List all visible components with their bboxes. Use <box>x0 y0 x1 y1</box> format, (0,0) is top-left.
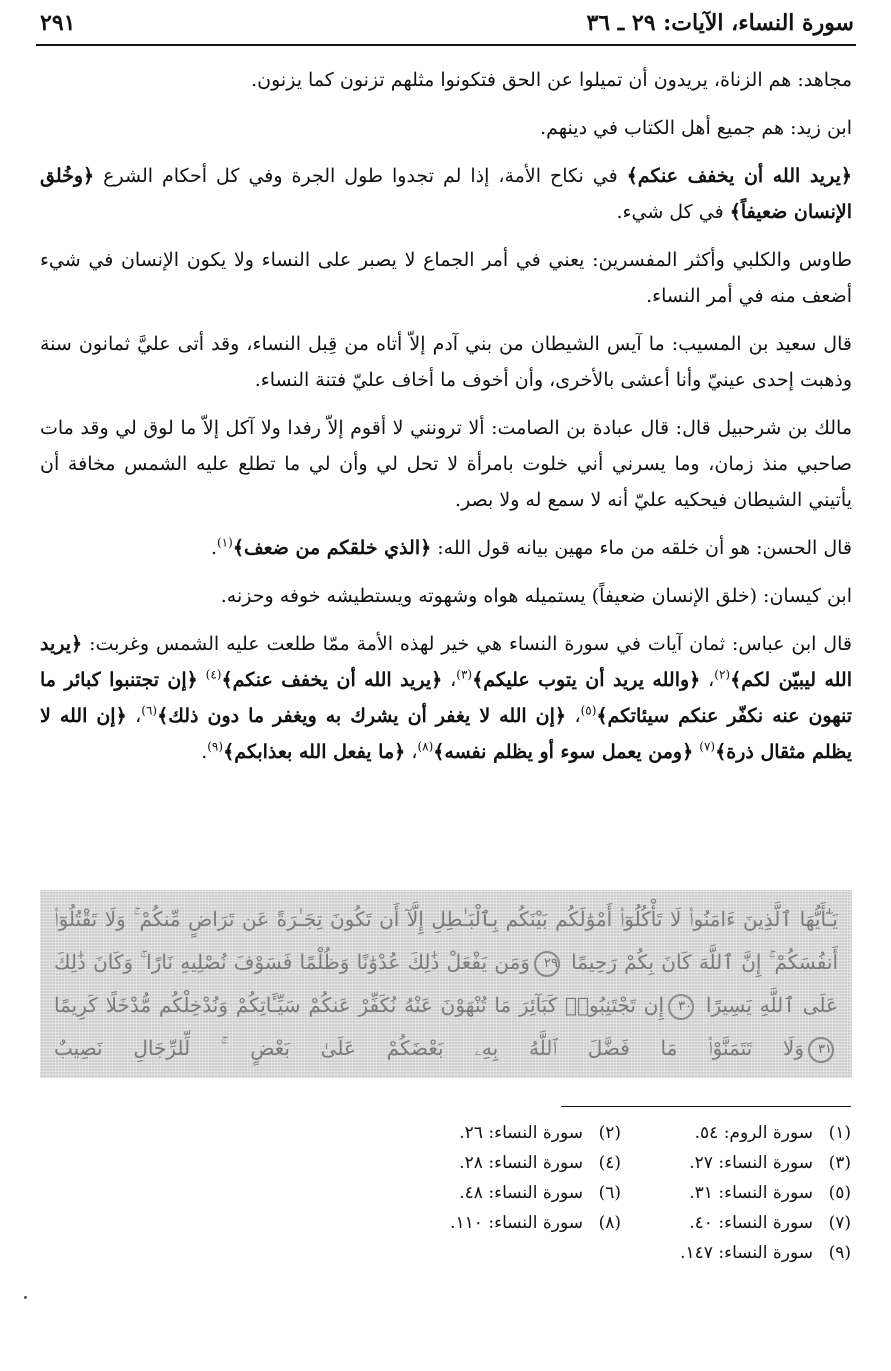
footnote-text: سورة النساء: ١٤٧. <box>680 1243 813 1263</box>
footnote-item <box>621 1118 851 1148</box>
footnote-item <box>621 1178 851 1208</box>
ayah-number-mark: ٢٩ <box>534 951 560 977</box>
footnote-ref: (٩) <box>207 739 224 754</box>
footnote-text: سورة النساء: ٣١. <box>689 1183 813 1203</box>
quran-quote: ﴿إن الله لا يغفر أن يشرك به ويغفر ما دون ذلك﴾ <box>157 705 567 727</box>
main-text <box>40 62 852 782</box>
paragraph <box>40 626 852 770</box>
quran-quote: ﴿الذي خلقكم من ضعف﴾ <box>232 537 432 559</box>
text-run: في كل شيء. <box>616 201 730 223</box>
page-number: ٢٩١ <box>40 10 76 36</box>
paragraph <box>40 158 852 230</box>
footnote-text: سورة النساء: ٤٠. <box>689 1213 813 1233</box>
footnote-number: (١) <box>828 1123 851 1143</box>
paragraph <box>40 410 852 518</box>
footnote-divider <box>561 1106 851 1107</box>
scan-speck <box>24 1296 27 1299</box>
footnote-number: (٣) <box>828 1153 851 1173</box>
footnote-number: (٧) <box>828 1213 851 1233</box>
footnote-number: (٦) <box>598 1183 621 1203</box>
quran-verse-box <box>40 890 852 1078</box>
footnote-row <box>391 1178 851 1208</box>
quran-quote: ﴿وخُلق الإنسان ضعيفاً﴾ <box>40 165 852 223</box>
paragraph <box>40 62 852 98</box>
quran-quote: ﴿إن تجتنبوا كبائر ما تنهون عنه نكفّر عنكم سيئاتكم﴾ <box>40 669 852 727</box>
footnote-number: (٤) <box>598 1153 621 1173</box>
footnote-row <box>391 1238 851 1268</box>
text-run <box>198 669 206 691</box>
footnote-row <box>391 1118 851 1148</box>
text-run: قال ابن عباس: ثمان آيات في سورة النساء هي خير لهذه الأمة ممّا طلعت عليه الشمس وغربت: <box>82 633 852 655</box>
footnote-ref: (٢) <box>714 667 731 682</box>
ayah-number-mark: ٣١ <box>808 1037 834 1063</box>
footnotes <box>391 1118 851 1268</box>
footnote-ref: (٥) <box>580 703 597 718</box>
footnote-ref: (٨) <box>417 739 434 754</box>
footnote-row <box>391 1208 851 1238</box>
paragraph <box>40 530 852 566</box>
quran-quote: ﴿والله يريد أن يتوب عليكم﴾ <box>472 669 701 691</box>
quran-quote: ﴿يريد الله أن يخفف عنكم﴾ <box>626 165 852 187</box>
footnote-item <box>391 1238 621 1268</box>
footnote-text: سورة النساء: ٢٨. <box>459 1153 583 1173</box>
footnote-number: (٢) <box>598 1123 621 1143</box>
footnote-ref: (٤) <box>205 667 222 682</box>
text-run: ابن كيسان: (خلق الإنسان ضعيفاً) يستميله هواه وشهوته ويستطيشه خوفه وحزنه. <box>220 585 852 607</box>
quran-quote: ﴿ما يفعل الله بعذابكم﴾ <box>223 741 406 763</box>
text-run: . <box>201 741 208 763</box>
footnote-item <box>391 1178 621 1208</box>
text-run: ، <box>566 705 581 727</box>
text-run: قال الحسن: هو أن خلقه من ماء مهين بيانه قول الله: <box>431 537 852 559</box>
verse-text: إِن تَجْتَنِبُوا۟ كَبَآئِرَ مَا تُنْهَوْنَ عَنْهُ نُكَفِّرْ عَنكُمْ سَيِّـَٔاتِكُمْ وَنُدْخِلْكُم مُّدْخَلًا كَرِيمًا <box>54 993 665 1017</box>
quran-quote: ﴿يريد الله أن يخفف عنكم﴾ <box>221 669 443 691</box>
paragraph <box>40 110 852 146</box>
quran-quote: ﴿ومن يعمل سوء أو يظلم نفسه﴾ <box>433 741 694 763</box>
footnote-ref: (٧) <box>699 739 716 754</box>
quran-verse-text <box>40 890 852 1078</box>
footnote-item <box>391 1118 621 1148</box>
paragraph <box>40 578 852 614</box>
footnote-ref: (٣) <box>456 667 473 682</box>
footnote-item <box>391 1208 621 1238</box>
footnote-item <box>621 1148 851 1178</box>
quran-quote: ﴿يريد الله ليبيّن لكم﴾ <box>40 633 852 691</box>
text-run: مالك بن شرحبيل قال: قال عبادة بن الصامت: ألا ترونني لا أقوم إلاّ رفدا ولا آكل إلاّ ما لوق لي وقد مات صاحبي منذ زمان، وما يسرني أني خلوت بامرأة لا تحل لي وأن لي ما تطلع عليه الشمس مخافة أن يأتيني الشيطان فيحكيه عليّ أنه لا سمع له ولا بصر. <box>40 417 852 511</box>
text-run: مجاهد: هم الزناة، يريدون أن تميلوا عن الحق فتكونوا مثلهم تزنون كما يزنون. <box>251 69 852 91</box>
footnote-number: (٩) <box>828 1243 851 1263</box>
verse-text: يَـٰٓأَيُّهَا ٱلَّذِينَ ءَامَنُوا۟ لَا تَأْكُلُوٓا۟ أَمْوَٰلَكُم بَيْنَكُم بِٱلْبَـٰطِلِ إِلَّآ أَن تَكُونَ تِجَـٰرَةً عَن تَرَاضٍ مِّنكُمْ ۚ وَلَا تَقْتُلُوٓا۟ أَنفُسَكُمْ ۚ إِنَّ ٱللَّهَ كَانَ بِكُمْ رَحِيمًا <box>54 907 838 974</box>
ayah-number-mark: ٣٠ <box>668 994 694 1020</box>
footnote-text: سورة النساء: ١١٠. <box>450 1213 583 1233</box>
quran-quote: ﴿إن الله لا يظلم مثقال ذرة﴾ <box>40 705 852 763</box>
footnote-text: سورة النساء: ٢٧. <box>689 1153 813 1173</box>
text-run: ، <box>442 669 457 691</box>
text-run: ، <box>405 741 418 763</box>
verse-text: وَمَن يَفْعَلْ ذَٰلِكَ عُدْوَٰنًا وَظُلْمًا فَسَوْفَ نُصْلِيهِ نَارًا ۚ وَكَانَ ذَٰلِكَ عَلَى ٱللَّهِ يَسِيرًا <box>54 950 838 1017</box>
footnote-number: (٥) <box>828 1183 851 1203</box>
text-run: في نكاح الأمة، إذا لم تجدوا طول الجرة وفي كل أحكام الشرع <box>94 165 627 187</box>
footnote-number: (٨) <box>598 1213 621 1233</box>
footnote-text: سورة النساء: ٢٦. <box>459 1123 583 1143</box>
footnote-ref: (١) <box>216 535 233 550</box>
paragraph <box>40 242 852 314</box>
footnote-item <box>621 1208 851 1238</box>
text-run: ، <box>126 705 142 727</box>
text-run: ابن زيد: هم جميع أهل الكتاب في دينهم. <box>540 117 852 139</box>
footnote-row <box>391 1148 851 1178</box>
footnote-item <box>391 1148 621 1178</box>
footnote-ref: (٦) <box>141 703 158 718</box>
page-header <box>36 4 856 46</box>
text-run: طاوس والكلبي وأكثر المفسرين: يعني في أمر الجماع لا يصبر على النساء ولا يكون الإنسان في شيء أضعف منه في أمر النساء. <box>40 249 852 307</box>
text-run: قال سعيد بن المسيب: ما آيس الشيطان من بني آدم إلاّ أتاه من قِبل النساء، وقد أتى عليَّ ثمانون سنة وذهبت إحدى عينيّ وأنا أعشى بالأخرى، وأن أخوف ما أخاف عليّ فتنة النساء. <box>40 333 852 391</box>
footnote-item <box>621 1238 851 1268</box>
running-title: سورة النساء، الآيات: ٢٩ ـ ٣٦ <box>586 10 854 36</box>
text-run: ، <box>700 669 715 691</box>
footnote-text: سورة الروم: ٥٤. <box>694 1123 813 1143</box>
footnote-text: سورة النساء: ٤٨. <box>459 1183 583 1203</box>
verse-text: وَلَا تَتَمَنَّوْا۟ مَا فَضَّلَ ٱللَّهُ بِهِۦ بَعْضَكُمْ عَلَىٰ بَعْضٍ ۚ لِّلرِّجَالِ نَصِيبٌ <box>54 1036 804 1060</box>
text-run: . <box>210 537 217 559</box>
paragraph <box>40 326 852 398</box>
